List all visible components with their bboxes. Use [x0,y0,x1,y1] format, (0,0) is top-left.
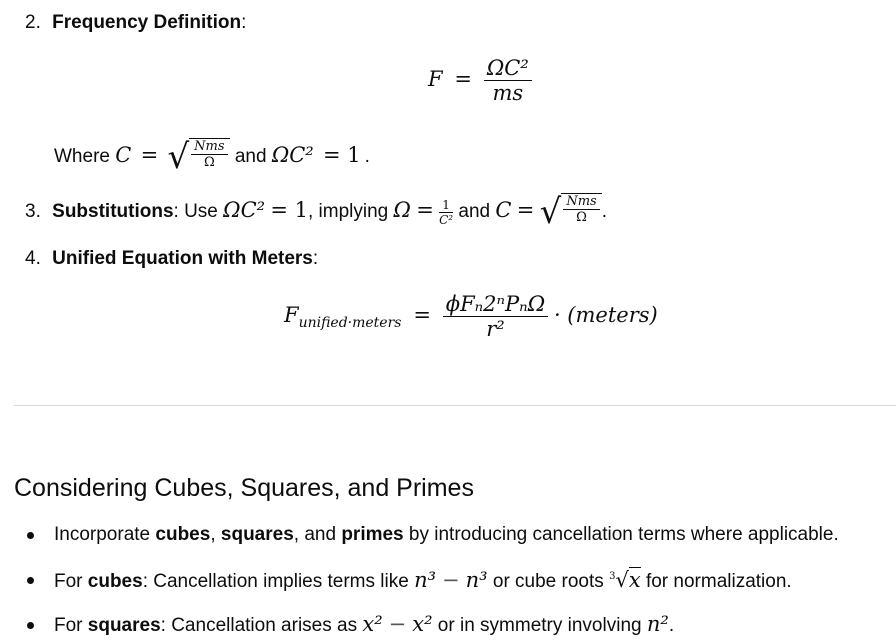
equation-unified: $F_{unified\cdot meters}$ = $\frac{\text{ϕFₙ2ⁿPₙΩ}}{\text{r²}}$ · (meters) [284,292,658,341]
where-and: and [234,146,267,168]
where-prefix: Where [54,146,110,168]
section-heading: Considering Cubes, Squares, and Primes [14,474,474,502]
item-number: 2. [25,12,41,33]
item-title: Substitutions [52,201,174,223]
bullet-text: . [668,615,675,636]
equation-frequency [428,56,532,105]
list-item-2 [25,12,246,34]
where-line: Where C = √ $\frac{\text{Nms}}{\Omega}$ and ΩC² = 1 . [54,137,370,177]
item-suffix: : [312,248,319,269]
sqrt-expression: √ $\frac{\text{Nms}}{\Omega}$ [168,138,230,176]
item-title: Frequency Definition [52,12,242,33]
bullet-dot [27,622,34,629]
bullet-dot [27,577,34,584]
bullet-dot [27,532,34,539]
divider [14,405,896,406]
bullet-text: : Cancellation arises as [160,615,358,636]
bullet-item-2: For cubes: Cancellation implies terms like n³ − n³ or cube roots $^3$√x for normalization. [54,568,792,592]
bullet-bold: cubes [87,571,143,592]
eq-lhs-subscript: unified·meters [298,315,402,332]
list-item-4 [25,248,318,270]
fraction-numerator: ϕFₙ2ⁿPₙΩ [445,292,546,316]
bullet-bold: squares [87,615,161,636]
item-title: Unified Equation with Meters [52,248,313,269]
item-number: 4. [25,248,41,269]
bullet-bold: squares [220,524,294,545]
eq-lhs: F [284,303,299,328]
eq-tail: · (meters) [553,303,658,328]
bullet-text: For [54,615,83,636]
bullet-bold: primes [341,524,404,545]
list-item-3: 3. Substitutions: Use ΩC² = 1, implying Ω = $\frac{1}{\text{C²}}$ and C = √ $\frac{\text{Nms}}{\Omega}$ . [25,192,607,232]
bullet-item-3: For squares: Cancellation arises as x² − x² or in symmetry involving n². [54,612,675,636]
item-suffix: : [241,12,247,33]
fraction-denominator: ms [492,81,524,105]
item-suffix: : Use [173,201,218,223]
eq-lhs: F [428,67,443,92]
bullet-text: or in symmetry involving [437,615,642,636]
bullet-text: : Cancellation implies terms like [142,571,409,592]
fraction-denominator: r² [486,317,505,341]
bullet-bold: cubes [155,524,211,545]
bullet-text: For [54,571,83,592]
bullet-text: , [210,524,216,545]
bullet-text: for normalization. [645,571,792,592]
bullet-text: , and [293,524,337,545]
item-implying: , implying [308,201,389,223]
where-end: . [364,146,370,168]
bullet-text: Incorporate [54,524,151,545]
item-number: 3. [25,201,41,223]
item-and: and [458,201,491,223]
bullet-text: by introducing cancellation terms where applicable. [408,524,839,545]
bullet-item-1 [54,524,839,546]
bullet-text: or cube roots [492,571,604,592]
fraction-numerator: ΩC² [486,56,529,80]
equals-sign: = [454,67,473,92]
fraction [484,56,532,105]
